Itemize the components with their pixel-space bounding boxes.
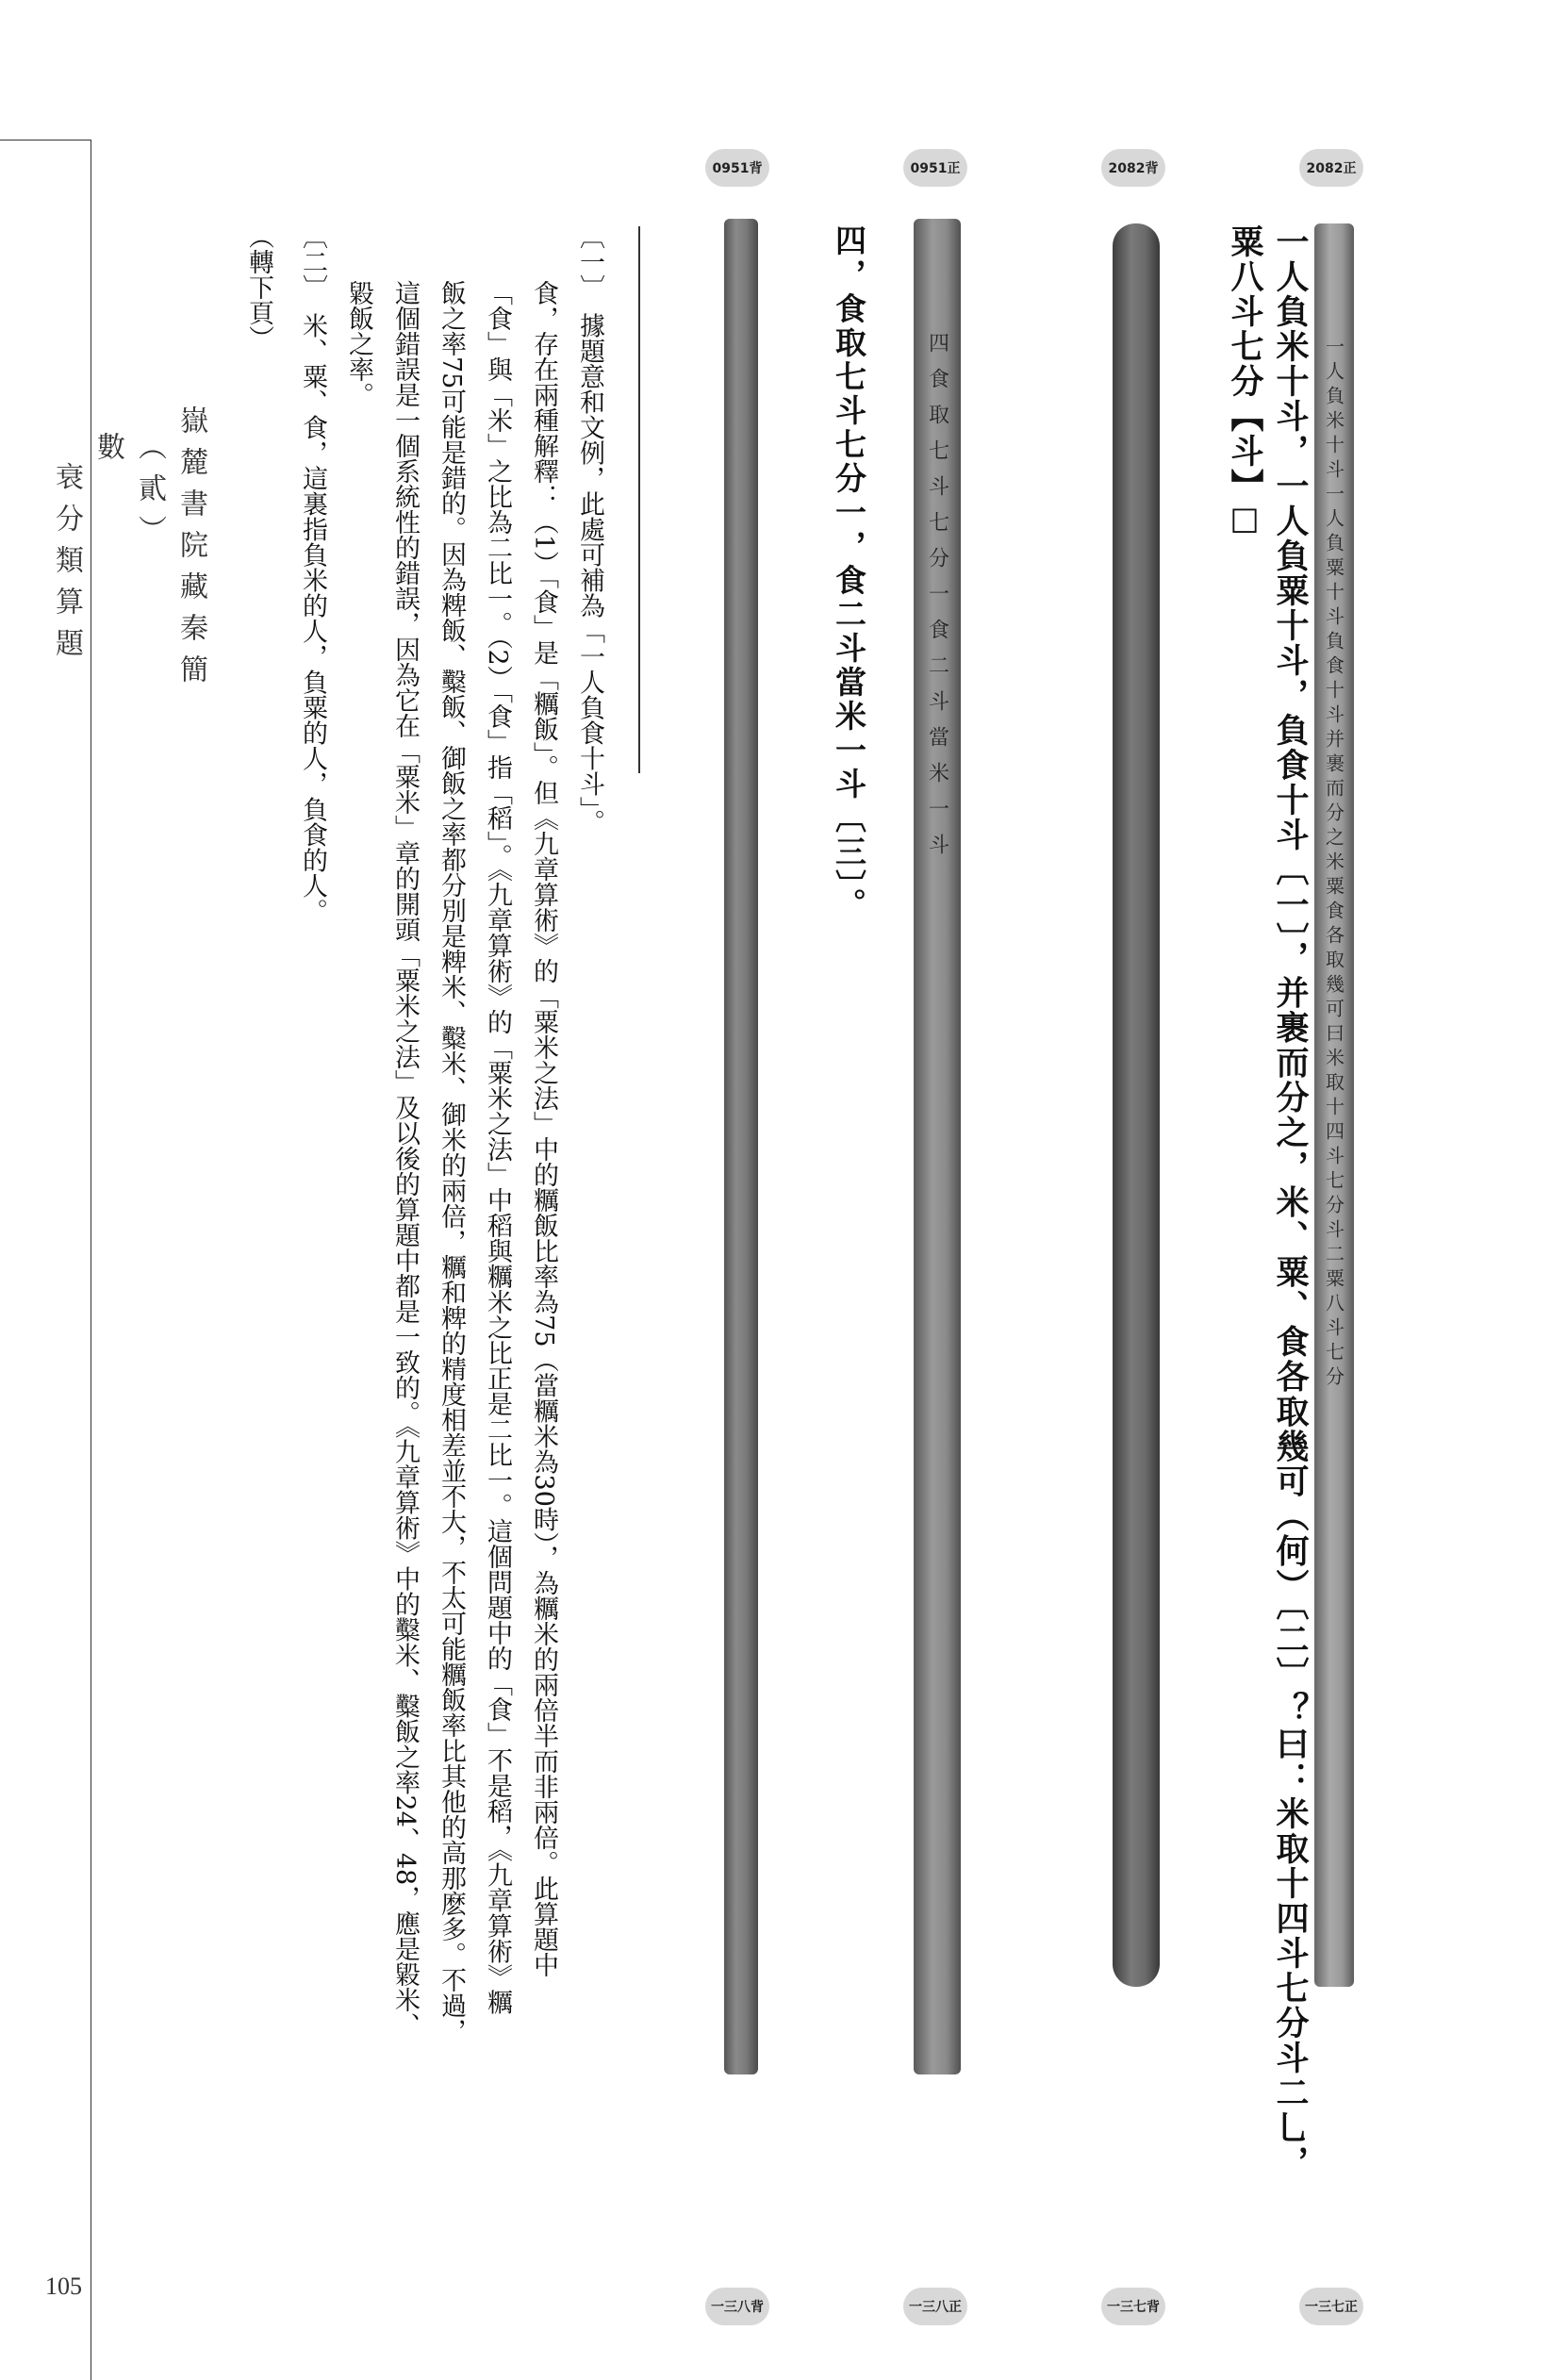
note-1-line-4: 飯之率75可能是錯的。因為粺飯、糳飯、御飯之率都分別是粺米、糳米、御米的兩倍，糲和粺的精度相差並不大，不太可能糲飯率比其他的高那麽多。不過， [437,280,466,2044]
continued-marker: （轉下頁） [244,223,273,351]
section-math: 數 [91,432,124,473]
bamboo-strip-2082-verso [1113,223,1160,1987]
bamboo-strip-0951-verso [724,219,758,2074]
strip-script: 四食取七斗七分一食二斗當米一斗 [925,332,949,869]
volume: （貳） [133,432,166,556]
page-number: 105 [45,2273,82,2300]
strip-label-0951-recto: 0951正 [903,149,967,187]
strip-label-0951-verso: 0951背 [705,149,769,187]
note-1-line-3: 「食」與「米」之比為二比一。（2）「食」指「稻」。《九章算術》的「粟米之法」中稻與糲米之比正是二比一。這個問題中的「食」不是稻，《九章算術》糲 [483,280,512,2015]
strip-number-137-verso: 一三七背 [1101,2288,1165,2325]
notes-divider [638,226,640,773]
transcription-line-2: 四，食取七斗七分一，食二斗當米一斗〔三〕。 [831,224,867,922]
strip-script: 一人負米十斗一人負粟十斗負食十斗并裹而分之米粟食各取幾可曰米取十四斗七分斗二粟八斗七分 [1322,337,1345,1391]
strip-number-138-verso: 一三八背 [705,2288,769,2325]
strip-label-2082-verso: 2082背 [1101,149,1165,187]
notes-block [179,223,613,2109]
note-1-line-5: 這個錯誤是一個系統性的錯誤，因為它在「粟米」章的開頭「粟米之法」及以後的算題中都是一致的。《九章算術》中的糳米、糳飯之率24、48，應是毇米、 [390,280,420,2039]
strip-number-137-recto: 一三七正 [1299,2288,1363,2325]
note-1-line-6: 毇飯之率。 [344,280,373,407]
strip-number-138-recto: 一三八正 [903,2288,967,2325]
chapter-title: 衰分類算題 [50,462,83,669]
bamboo-strip-0951-recto [914,219,961,2074]
book-title: 嶽麓書院藏秦簡 [174,405,207,696]
note-1-line-2: 食，存在兩種解釋：（1）「食」是「糲飯」。但《九章算術》的「粟米之法」中的糲飯比率為75（當糲米為30時），為糲米的兩倍半而非兩倍。此算題中 [529,280,558,1978]
note-2: 〔二〕 米、粟、食，這裏指負米的人，負粟的人，負食的人。 [298,223,327,924]
strip-label-2082-recto: 2082正 [1299,149,1363,187]
bamboo-strip-2082-recto [1314,223,1354,1987]
note-1-line-1: 〔一〕 據題意和文例，此處可補為「一人負食十斗」。 [575,223,604,835]
transcription-line-1: 一人負米十斗，一人負粟十斗，負食十斗〔一〕，并裹而分之，米、粟、食各取幾可（何）〔二〕？曰：米取十四斗七分斗二乚，粟八斗七分【斗】☐ [1226,224,1309,2180]
